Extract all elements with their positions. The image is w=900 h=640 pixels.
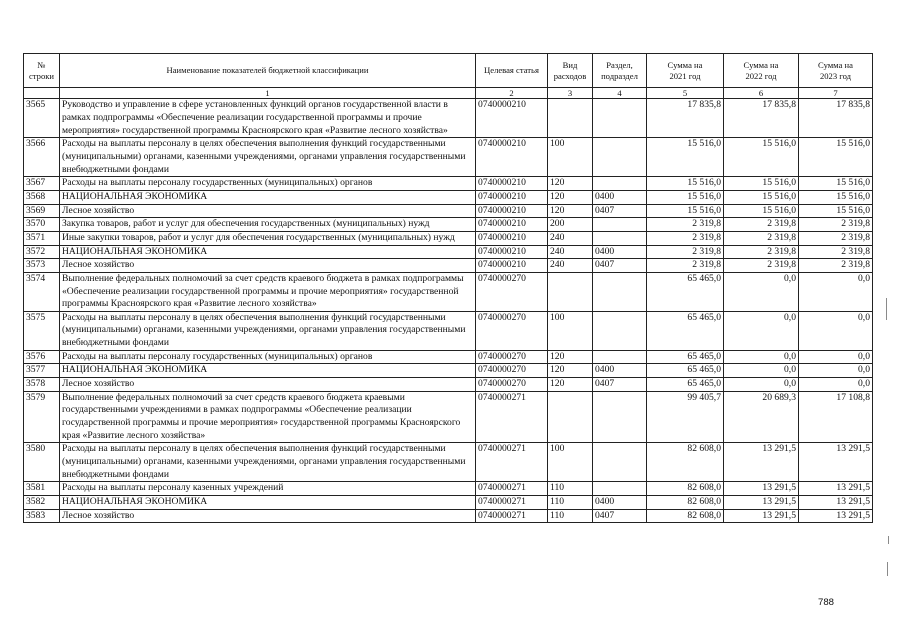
table-row (24, 190, 873, 204)
row-number-cell: 3581 (24, 482, 60, 496)
expense-type-cell: 120 (548, 204, 593, 218)
expense-type-cell: 240 (548, 259, 593, 273)
target-article-cell: 0740000270 (476, 272, 548, 311)
indicator-name-cell: НАЦИОНАЛЬНАЯ ЭКОНОМИКА (60, 496, 476, 510)
section-cell: 0407 (593, 204, 647, 218)
row-number-cell: 3578 (24, 378, 60, 392)
sum-2021-cell: 15 516,0 (647, 204, 724, 218)
section-cell (593, 231, 647, 245)
section-cell (593, 443, 647, 482)
sum-2021-cell: 2 319,8 (647, 245, 724, 259)
sum-2023-cell: 13 291,5 (799, 509, 873, 523)
expense-type-cell: 120 (548, 364, 593, 378)
sum-2022-cell: 0,0 (724, 378, 799, 392)
sum-2023-cell: 17 835,8 (799, 99, 873, 138)
sum-2021-cell: 15 516,0 (647, 190, 724, 204)
scan-artifact-mark (887, 562, 888, 576)
sum-2023-cell: 0,0 (799, 272, 873, 311)
table-row (24, 391, 873, 443)
sum-2021-cell: 17 835,8 (647, 99, 724, 138)
header-target-article: Целевая статья (476, 54, 548, 88)
expense-type-cell: 120 (548, 177, 593, 191)
section-cell (593, 177, 647, 191)
target-article-cell: 0740000271 (476, 391, 548, 443)
column-number-row (24, 88, 873, 99)
sum-2023-cell: 0,0 (799, 350, 873, 364)
column-number: 2 (476, 88, 548, 99)
sum-2021-cell: 82 608,0 (647, 482, 724, 496)
table-row (24, 311, 873, 350)
sum-2022-cell: 20 689,3 (724, 391, 799, 443)
column-number: 4 (593, 88, 647, 99)
table-header-row (24, 54, 873, 88)
sum-2022-cell: 0,0 (724, 350, 799, 364)
sum-2022-cell: 0,0 (724, 311, 799, 350)
indicator-name-cell: Расходы на выплаты персоналу в целях обеспечения выполнения функций государственными (муниципальными) органами, казенными учреждениями, органами управления государственными внебюджетными фондами (60, 138, 476, 177)
section-cell (593, 350, 647, 364)
row-number-cell: 3577 (24, 364, 60, 378)
expense-type-cell: 240 (548, 245, 593, 259)
target-article-cell: 0740000210 (476, 245, 548, 259)
target-article-cell: 0740000210 (476, 259, 548, 273)
table-row (24, 350, 873, 364)
row-number-cell: 3566 (24, 138, 60, 177)
row-number-cell: 3572 (24, 245, 60, 259)
sum-2023-cell: 15 516,0 (799, 204, 873, 218)
table-row (24, 245, 873, 259)
target-article-cell: 0740000210 (476, 138, 548, 177)
header-sum-2021: Сумма на 2021 год (647, 54, 724, 88)
expense-type-cell: 240 (548, 231, 593, 245)
expense-type-cell: 100 (548, 138, 593, 177)
sum-2021-cell: 65 465,0 (647, 364, 724, 378)
table-row (24, 259, 873, 273)
sum-2023-cell: 2 319,8 (799, 245, 873, 259)
section-cell (593, 218, 647, 232)
expense-type-cell: 110 (548, 496, 593, 510)
row-number-cell: 3567 (24, 177, 60, 191)
section-cell (593, 482, 647, 496)
page-number: 788 (818, 597, 835, 608)
sum-2022-cell: 0,0 (724, 272, 799, 311)
expense-type-cell (548, 391, 593, 443)
header-section: Раздел, подраздел (593, 54, 647, 88)
target-article-cell: 0740000270 (476, 350, 548, 364)
section-cell: 0407 (593, 259, 647, 273)
sum-2022-cell: 17 835,8 (724, 99, 799, 138)
sum-2021-cell: 2 319,8 (647, 259, 724, 273)
expense-type-cell: 110 (548, 482, 593, 496)
indicator-name-cell: Лесное хозяйство (60, 378, 476, 392)
indicator-name-cell: Лесное хозяйство (60, 204, 476, 218)
sum-2023-cell: 0,0 (799, 364, 873, 378)
expense-type-cell: 120 (548, 350, 593, 364)
indicator-name-cell: Лесное хозяйство (60, 259, 476, 273)
row-number-cell: 3568 (24, 190, 60, 204)
section-cell: 0407 (593, 378, 647, 392)
table-row (24, 378, 873, 392)
table-row (24, 482, 873, 496)
sum-2023-cell: 13 291,5 (799, 496, 873, 510)
expense-type-cell: 120 (548, 190, 593, 204)
expense-type-cell: 100 (548, 443, 593, 482)
header-name: Наименование показателей бюджетной классификации (60, 54, 476, 88)
column-number: 1 (60, 88, 476, 99)
indicator-name-cell: Расходы на выплаты персоналу в целях обеспечения выполнения функций государственными (муниципальными) органами, казенными учреждениями, органами управления государственными внебюджетными фондами (60, 443, 476, 482)
target-article-cell: 0740000210 (476, 177, 548, 191)
row-number-cell: 3569 (24, 204, 60, 218)
indicator-name-cell: Выполнение федеральных полномочий за счет средств краевого бюджета краевыми государственными учреждениями в рамках подпрограммы «Обеспечение реализации государственной программы и прочие мероприятия» государственной программы Красноярского края «Развитие лесного хозяйства» (60, 391, 476, 443)
section-cell (593, 311, 647, 350)
row-number-cell: 3565 (24, 99, 60, 138)
sum-2021-cell: 65 465,0 (647, 272, 724, 311)
indicator-name-cell: Расходы на выплаты персоналу в целях обеспечения выполнения функций государственными (муниципальными) органами, казенными учреждениями, органами управления государственными внебюджетными фондами (60, 311, 476, 350)
sum-2021-cell: 65 465,0 (647, 311, 724, 350)
row-number-cell: 3571 (24, 231, 60, 245)
sum-2022-cell: 13 291,5 (724, 443, 799, 482)
sum-2021-cell: 82 608,0 (647, 509, 724, 523)
target-article-cell: 0740000210 (476, 231, 548, 245)
sum-2023-cell: 2 319,8 (799, 218, 873, 232)
expense-type-cell (548, 99, 593, 138)
indicator-name-cell: НАЦИОНАЛЬНАЯ ЭКОНОМИКА (60, 364, 476, 378)
scan-artifact-mark (888, 536, 889, 544)
expense-type-cell: 200 (548, 218, 593, 232)
sum-2022-cell: 2 319,8 (724, 218, 799, 232)
column-number: 5 (647, 88, 724, 99)
indicator-name-cell: Иные закупки товаров, работ и услуг для обеспечения государственных (муниципальных) нужд (60, 231, 476, 245)
expense-type-cell: 120 (548, 378, 593, 392)
expense-type-cell (548, 272, 593, 311)
row-number-cell: 3574 (24, 272, 60, 311)
table-row (24, 231, 873, 245)
sum-2021-cell: 15 516,0 (647, 138, 724, 177)
target-article-cell: 0740000271 (476, 482, 548, 496)
indicator-name-cell: Расходы на выплаты персоналу государственных (муниципальных) органов (60, 350, 476, 364)
row-number-cell: 3583 (24, 509, 60, 523)
row-number-cell: 3580 (24, 443, 60, 482)
sum-2022-cell: 15 516,0 (724, 177, 799, 191)
table-row (24, 364, 873, 378)
row-number-cell: 3582 (24, 496, 60, 510)
section-cell (593, 99, 647, 138)
sum-2022-cell: 2 319,8 (724, 231, 799, 245)
row-number-cell: 3570 (24, 218, 60, 232)
table-row (24, 496, 873, 510)
sum-2021-cell: 65 465,0 (647, 350, 724, 364)
header-sum-2023: Сумма на 2023 год (799, 54, 873, 88)
sum-2021-cell: 82 608,0 (647, 443, 724, 482)
expense-type-cell: 110 (548, 509, 593, 523)
table-row (24, 204, 873, 218)
section-cell (593, 272, 647, 311)
target-article-cell: 0740000271 (476, 443, 548, 482)
row-number-cell: 3573 (24, 259, 60, 273)
sum-2021-cell: 82 608,0 (647, 496, 724, 510)
sum-2021-cell: 99 405,7 (647, 391, 724, 443)
target-article-cell: 0740000270 (476, 364, 548, 378)
sum-2023-cell: 2 319,8 (799, 259, 873, 273)
section-cell (593, 138, 647, 177)
sum-2021-cell: 2 319,8 (647, 231, 724, 245)
table-row (24, 177, 873, 191)
sum-2023-cell: 13 291,5 (799, 443, 873, 482)
indicator-name-cell: Лесное хозяйство (60, 509, 476, 523)
header-expense-type: Вид расходов (548, 54, 593, 88)
sum-2021-cell: 65 465,0 (647, 378, 724, 392)
row-number-cell: 3575 (24, 311, 60, 350)
sum-2022-cell: 15 516,0 (724, 190, 799, 204)
row-number-cell: 3579 (24, 391, 60, 443)
sum-2022-cell: 0,0 (724, 364, 799, 378)
target-article-cell: 0740000210 (476, 190, 548, 204)
table-row (24, 509, 873, 523)
sum-2023-cell: 15 516,0 (799, 138, 873, 177)
sum-2023-cell: 2 319,8 (799, 231, 873, 245)
table-row (24, 272, 873, 311)
column-number: 7 (799, 88, 873, 99)
header-sum-2022: Сумма на 2022 год (724, 54, 799, 88)
sum-2022-cell: 2 319,8 (724, 245, 799, 259)
indicator-name-cell: НАЦИОНАЛЬНАЯ ЭКОНОМИКА (60, 245, 476, 259)
sum-2023-cell: 15 516,0 (799, 190, 873, 204)
sum-2022-cell: 13 291,5 (724, 509, 799, 523)
sum-2023-cell: 0,0 (799, 378, 873, 392)
sum-2023-cell: 17 108,8 (799, 391, 873, 443)
target-article-cell: 0740000210 (476, 204, 548, 218)
target-article-cell: 0740000271 (476, 496, 548, 510)
section-cell: 0400 (593, 190, 647, 204)
sum-2023-cell: 13 291,5 (799, 482, 873, 496)
budget-table (23, 53, 873, 523)
indicator-name-cell: Расходы на выплаты персоналу казенных учреждений (60, 482, 476, 496)
target-article-cell: 0740000210 (476, 99, 548, 138)
table-row (24, 99, 873, 138)
section-cell: 0400 (593, 364, 647, 378)
section-cell: 0400 (593, 245, 647, 259)
expense-type-cell: 100 (548, 311, 593, 350)
section-cell (593, 391, 647, 443)
column-number (24, 88, 60, 99)
section-cell: 0400 (593, 496, 647, 510)
sum-2022-cell: 15 516,0 (724, 138, 799, 177)
target-article-cell: 0740000271 (476, 509, 548, 523)
target-article-cell: 0740000270 (476, 378, 548, 392)
sum-2022-cell: 15 516,0 (724, 204, 799, 218)
target-article-cell: 0740000210 (476, 218, 548, 232)
header-row-number: № строки (24, 54, 60, 88)
table-row (24, 443, 873, 482)
row-number-cell: 3576 (24, 350, 60, 364)
table-row (24, 138, 873, 177)
sum-2023-cell: 0,0 (799, 311, 873, 350)
indicator-name-cell: Расходы на выплаты персоналу государственных (муниципальных) органов (60, 177, 476, 191)
section-cell: 0407 (593, 509, 647, 523)
scan-artifact-mark (886, 298, 887, 320)
sum-2022-cell: 13 291,5 (724, 496, 799, 510)
column-number: 6 (724, 88, 799, 99)
indicator-name-cell: Закупка товаров, работ и услуг для обеспечения государственных (муниципальных) нужд (60, 218, 476, 232)
indicator-name-cell: Руководство и управление в сфере установленных функций органов государственной власти в рамках подпрограммы «Обеспечение реализации государственной программы и прочие мероприятия» государственной программы Красноярского края «Развитие лесного хозяйства» (60, 99, 476, 138)
sum-2022-cell: 13 291,5 (724, 482, 799, 496)
sum-2021-cell: 2 319,8 (647, 218, 724, 232)
indicator-name-cell: Выполнение федеральных полномочий за счет средств краевого бюджета в рамках подпрограммы «Обеспечение реализации государственной программы и прочие мероприятия» государственной программы Красноярского края «Развитие лесного хозяйства» (60, 272, 476, 311)
sum-2022-cell: 2 319,8 (724, 259, 799, 273)
target-article-cell: 0740000270 (476, 311, 548, 350)
sum-2021-cell: 15 516,0 (647, 177, 724, 191)
sum-2023-cell: 15 516,0 (799, 177, 873, 191)
column-number: 3 (548, 88, 593, 99)
table-row (24, 218, 873, 232)
indicator-name-cell: НАЦИОНАЛЬНАЯ ЭКОНОМИКА (60, 190, 476, 204)
